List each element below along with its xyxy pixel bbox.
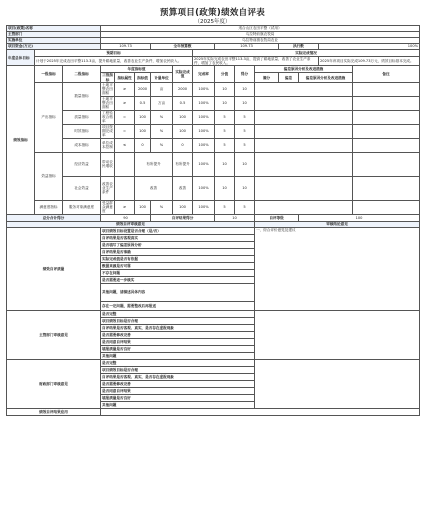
header-score-w: 分值: [215, 66, 235, 82]
row-note: [353, 124, 420, 138]
header-dev: 偏差: [279, 73, 299, 82]
review-s1-item: 是否需要进一步核实: [101, 276, 255, 283]
exec-rate: 100%: [319, 44, 420, 50]
review-s3-item: 是否同意自评结果: [101, 387, 255, 394]
review-s3-item: 是否完整: [101, 359, 255, 366]
row-reason: [255, 110, 353, 124]
row-rate: 100%: [193, 152, 215, 176]
annual-budget-value: 109.73: [101, 44, 151, 50]
header-full: 满分: [255, 73, 279, 82]
grade-value: 100: [299, 214, 420, 221]
review-s1-item: 是否填写了偏差原因分析: [101, 241, 255, 248]
header-note: 备注: [353, 66, 420, 82]
header-actual: 实际完成值: [173, 66, 193, 82]
row-l1: 效益指标: [35, 152, 63, 200]
review-footer-label: 绩效自评结果应用: [7, 408, 101, 415]
header-unit: 计量单位: [151, 73, 173, 82]
row-rate: 100%: [193, 82, 215, 96]
row-actual: 100: [173, 124, 193, 138]
review-s2-item: 填报质量是否良好: [101, 345, 255, 352]
indicators-section-label: 绩效指标: [7, 66, 35, 214]
plan-value: 109.73: [215, 44, 279, 50]
row-l3: 项目按期完成率: [102, 125, 113, 138]
header-first: 一级指标: [35, 66, 63, 82]
review-s2-item: 其他问题: [101, 352, 255, 359]
header-plan: 年度指标值: [101, 66, 173, 73]
review-s1-item: 不存在问题: [101, 269, 255, 276]
review-s1-item: 实际完成值是否有依据: [101, 255, 255, 262]
goals-note: 2025年该项目实际完成109.73万元，绩效目标基本完成。: [319, 57, 420, 66]
row-note: [353, 82, 420, 96]
review-s2-item: 是否需要修改完善: [101, 331, 255, 338]
row-op: [115, 152, 135, 176]
row-unit: %: [151, 124, 173, 138]
grade-label: 自评等级: [255, 214, 299, 221]
total-score: 90: [101, 214, 151, 221]
review-s2-item: 项目绩效目标是否合理: [101, 317, 255, 324]
row-l1: 满意度指标: [35, 200, 63, 214]
row-l3: 土地平整农田面积: [102, 97, 113, 110]
row-rate: 100%: [193, 124, 215, 138]
row-weight: 10: [215, 152, 235, 176]
exec-label: 执行数: [279, 44, 319, 50]
row-op: [115, 176, 135, 200]
row-value: 0.5: [135, 96, 151, 110]
row-actual: 有所提升: [173, 152, 193, 176]
row-actual: 100: [173, 110, 193, 124]
row-l2: 经济效益: [63, 152, 101, 176]
self-score: 10: [215, 214, 255, 221]
row-rate: 100%: [193, 138, 215, 152]
row-unit: %: [151, 200, 173, 214]
row-actual: 100: [173, 200, 193, 214]
row-rate: 100%: [193, 96, 215, 110]
row-reason: [255, 124, 353, 138]
row-l1: 产出指标: [35, 82, 63, 152]
row-reason: [255, 96, 353, 110]
row-weight: 10: [215, 176, 235, 200]
row-l3: 带动农民增收: [101, 152, 115, 176]
row-note: [353, 110, 420, 124]
review-s2-item: 自评结果是否客观、真实，是否存在虚报现象: [101, 324, 255, 331]
row-weight: 5: [215, 124, 235, 138]
row-weight: 10: [215, 82, 235, 96]
row-note: [353, 176, 420, 200]
row-value: 100: [135, 124, 151, 138]
row-l3: 工程验收合格率: [102, 111, 113, 124]
row-score: 5: [235, 138, 255, 152]
total-label: 总分合计得分: [7, 214, 101, 221]
review-s1-note: 一、综合评价意见及建议: [255, 227, 420, 310]
review-s1-item: 自评结果是否客观真实: [101, 234, 255, 241]
row-weight: 5: [215, 138, 235, 152]
row-l3: 改善农业生产条件: [101, 176, 115, 200]
row-weight: 5: [215, 110, 235, 124]
row-rate: 100%: [193, 200, 215, 214]
row-score: 10: [235, 82, 255, 96]
goals-expected-label: 预期目标: [35, 50, 193, 57]
goals-actual-label: 实际完成情况: [193, 50, 420, 57]
header-reason: 偏差原因分析及改进措施: [255, 66, 353, 73]
header-second: 二级指标: [63, 66, 101, 82]
review-s1-item: 存在一定问题，需要整改后再报送: [101, 301, 255, 310]
impl-value: 乌拉特前旗农牧局农业: [101, 38, 420, 44]
review-s2-conclusion: [255, 310, 420, 359]
header-detail: 指标值: [135, 73, 151, 82]
header-op: 指标属性: [115, 73, 135, 82]
review-s3-item: 自评结果是否客观、真实，是否存在虚报现象: [101, 373, 255, 380]
row-unit: %: [151, 138, 173, 152]
review-head-left: 绩效自评审核意见: [7, 221, 255, 227]
dept-value: 乌拉特前旗农牧局: [101, 32, 420, 38]
row-weight: 10: [215, 96, 235, 110]
row-actual: 0.5: [173, 96, 193, 110]
review-s1-item: 自评结果是否准确: [101, 248, 255, 255]
page-subtitle: （2025年度）: [194, 19, 231, 25]
row-reason: [255, 138, 353, 152]
row-unit: 亩: [151, 82, 173, 96]
row-score: 5: [235, 124, 255, 138]
row-l2: 时效指标: [63, 124, 101, 138]
row-value: 改善: [135, 176, 173, 200]
row-reason: [255, 200, 353, 214]
row-reason: [255, 176, 353, 200]
row-score: 5: [235, 110, 255, 124]
header-score: 得分: [235, 66, 255, 82]
review-s1-item: 数据来源是否可靠: [101, 262, 255, 269]
row-l3: 单位成本控制: [101, 138, 115, 152]
row-unit: %: [151, 110, 173, 124]
row-value: 0: [135, 138, 151, 152]
review-s1-item: 其他问题，请描述具体内容: [101, 283, 255, 301]
row-weight: 5: [215, 200, 235, 214]
row-score: 5: [235, 200, 255, 214]
header-reason-sub: 偏差原因分析及改进措施: [299, 73, 353, 82]
row-l3: 土地平整农田面积: [102, 83, 113, 96]
goals-actual: 2025年实际完成农田平整113.3亩，提高了耕地质量，改善了农业生产条件，增加了农民收入。: [193, 57, 319, 66]
review-s1-label: 绩效自评质量: [7, 227, 101, 310]
review-s2-item: 是否同意自评结果: [101, 338, 255, 345]
header-complete: 完成率: [193, 66, 215, 82]
row-actual: 2000: [173, 82, 193, 96]
impl-label: 实施单位: [7, 38, 101, 44]
row-l2: 社会效益: [63, 176, 101, 200]
page-title: 预算项目(政策)绩效自评表: [159, 8, 266, 18]
row-op: =: [115, 110, 135, 124]
row-value: 2000: [135, 82, 151, 96]
self-label: 自评结果得分: [151, 214, 215, 221]
goals-expected: 计划于2025年完成农田平整113.3亩，提升耕地质量，改善农业生产条件，增加农民收入。: [35, 57, 193, 66]
row-op: ≥: [115, 200, 135, 214]
row-rate: 100%: [193, 176, 215, 200]
row-actual: 改善: [173, 176, 193, 200]
row-value: 100: [135, 200, 151, 214]
review-s3-item: 是否需要修改完善: [101, 380, 255, 387]
evaluation-table: [6, 25, 420, 416]
row-score: 10: [235, 152, 255, 176]
review-s3-conclusion: [255, 359, 420, 408]
row-note: [353, 138, 420, 152]
funds-label: 项目资金(万元): [7, 44, 101, 50]
row-reason: [255, 82, 353, 96]
row-op: =: [115, 124, 135, 138]
row-l2: 质量指标: [63, 110, 101, 124]
row-reason: [255, 152, 353, 176]
row-unit: 万亩: [151, 96, 173, 110]
project-name-value: 适合山区农田平整（试用）: [101, 26, 420, 32]
review-s2-item: 是否完整: [101, 310, 255, 317]
row-score: 10: [235, 176, 255, 200]
plan-label: 全年预算数: [151, 44, 215, 50]
row-l3: 受益群众满意度: [102, 201, 113, 214]
row-note: [353, 96, 420, 110]
dept-label: 主管部门: [7, 32, 101, 38]
row-op: ≥: [115, 96, 135, 110]
review-s3-item: 其他问题: [101, 401, 255, 408]
row-actual: 0: [173, 138, 193, 152]
row-score: 10: [235, 96, 255, 110]
row-note: [353, 152, 420, 176]
row-op: ≥: [115, 82, 135, 96]
row-rate: 100%: [193, 110, 215, 124]
row-value: 有所提升: [135, 152, 173, 176]
review-s2-label: 主管部门审核意见: [7, 310, 101, 359]
row-op: ≤: [115, 138, 135, 152]
row-l2: 成本指标: [63, 138, 101, 152]
header-third: 三级指标: [102, 73, 113, 82]
review-s3-label: 财政部门审核意见: [7, 359, 101, 408]
row-note: [353, 200, 420, 214]
review-footer-value: [101, 408, 420, 415]
row-value: 100: [135, 110, 151, 124]
review-head-right: 审核结论意见: [255, 221, 420, 227]
review-s3-item: 项目绩效目标是否合理: [101, 366, 255, 373]
goals-label: 年度总体目标: [7, 50, 35, 66]
project-name-label: 项目(政策)名称: [7, 26, 101, 32]
row-l2: 数量指标: [63, 82, 101, 110]
review-s1-item: 项目绩效目标设置是否合理（是/否）: [101, 227, 255, 234]
review-s3-item: 填报质量是否良好: [101, 394, 255, 401]
row-l2: 服务对象满意度: [63, 200, 101, 214]
